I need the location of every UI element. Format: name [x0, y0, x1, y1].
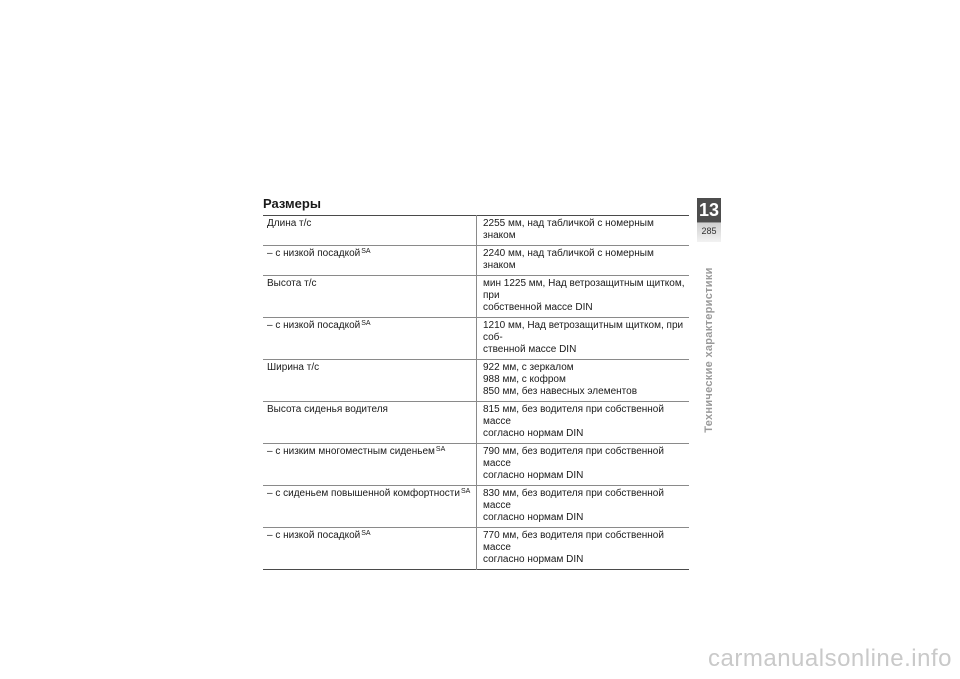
chapter-side-title: Технические характеристики: [703, 267, 715, 433]
spec-value-line: 988 мм, с кофром: [483, 374, 566, 385]
spec-value-line: 1210 мм, Над ветрозащитным щитком, при соб-: [483, 320, 684, 343]
table-row: [263, 216, 689, 246]
spec-value-cell: [477, 276, 690, 318]
spec-label: – с низкой посадкой: [267, 248, 361, 259]
table-row: [263, 444, 689, 486]
spec-value-line: согласно нормам DIN: [483, 554, 584, 565]
spec-label-cell: [263, 486, 477, 528]
spec-label-cell: [263, 246, 477, 276]
chapter-number: 13: [698, 200, 720, 220]
table-row: [263, 402, 689, 444]
section-title: Размеры: [263, 196, 321, 211]
spec-value-cell: [477, 360, 690, 402]
sa-option-mark: SA: [435, 446, 446, 453]
spec-label: Длина т/с: [267, 218, 312, 229]
spec-label: – с низкой посадкой: [267, 530, 361, 541]
spec-value-line: 2255 мм, над табличкой с номерным знаком: [483, 218, 654, 241]
dimensions-table: [263, 215, 689, 570]
spec-value-line: 922 мм, с зеркалом: [483, 362, 574, 373]
spec-value-line: 830 мм, без водителя при собственной массе: [483, 488, 664, 511]
spec-label: Ширина т/с: [267, 362, 320, 373]
spec-label: – с сиденьем повышенной комфортности: [267, 488, 460, 499]
table-row: [263, 276, 689, 318]
spec-value-cell: [477, 402, 690, 444]
spec-value-line: согласно нормам DIN: [483, 512, 584, 523]
spec-label-cell: [263, 444, 477, 486]
table-row: [263, 360, 689, 402]
sa-option-mark: SA: [460, 488, 471, 495]
spec-value-line: 770 мм, без водителя при собственной массе: [483, 530, 664, 553]
spec-value-line: согласно нормам DIN: [483, 428, 584, 439]
spec-value-line: согласно нормам DIN: [483, 470, 584, 481]
spec-label: Высота т/с: [267, 278, 317, 289]
spec-value-line: ственной массе DIN: [483, 344, 577, 355]
spec-label-cell: [263, 276, 477, 318]
spec-label: – с низким многоместным сиденьем: [267, 446, 435, 457]
spec-label-cell: [263, 216, 477, 246]
table-row: [263, 486, 689, 528]
chapter-tab: [697, 198, 721, 242]
sa-option-mark: SA: [361, 320, 371, 327]
spec-value-cell: [477, 486, 690, 528]
table-row: [263, 246, 689, 276]
spec-value-cell: [477, 216, 690, 246]
spec-value-cell: [477, 444, 690, 486]
spec-label-cell: [263, 360, 477, 402]
spec-label-cell: [263, 402, 477, 444]
spec-value-cell: [477, 318, 690, 360]
spec-value-line: 790 мм, без водителя при собственной массе: [483, 446, 664, 469]
spec-value-line: мин 1225 мм, Над ветрозащитным щитком, при: [483, 278, 685, 301]
dimensions-table-body: [263, 216, 689, 570]
spec-value-line: 2240 мм, над табличкой с номерным знаком: [483, 248, 654, 271]
spec-value-cell: [477, 528, 690, 570]
spec-value-cell: [477, 246, 690, 276]
spec-value-line: 850 мм, без навесных элементов: [483, 386, 638, 397]
watermark: carmanualsonline.info: [708, 645, 952, 672]
spec-label: Высота сиденья водителя: [267, 404, 388, 415]
sa-option-mark: SA: [361, 530, 371, 537]
spec-label: – с низкой посадкой: [267, 320, 361, 331]
spec-value-line: 815 мм, без водителя при собственной массе: [483, 404, 664, 427]
page-number: 285: [701, 226, 717, 236]
sa-option-mark: SA: [361, 248, 371, 255]
table-row: [263, 528, 689, 570]
spec-value-line: собственной массе DIN: [483, 302, 593, 313]
spec-label-cell: [263, 318, 477, 360]
spec-label-cell: [263, 528, 477, 570]
table-row: [263, 318, 689, 360]
